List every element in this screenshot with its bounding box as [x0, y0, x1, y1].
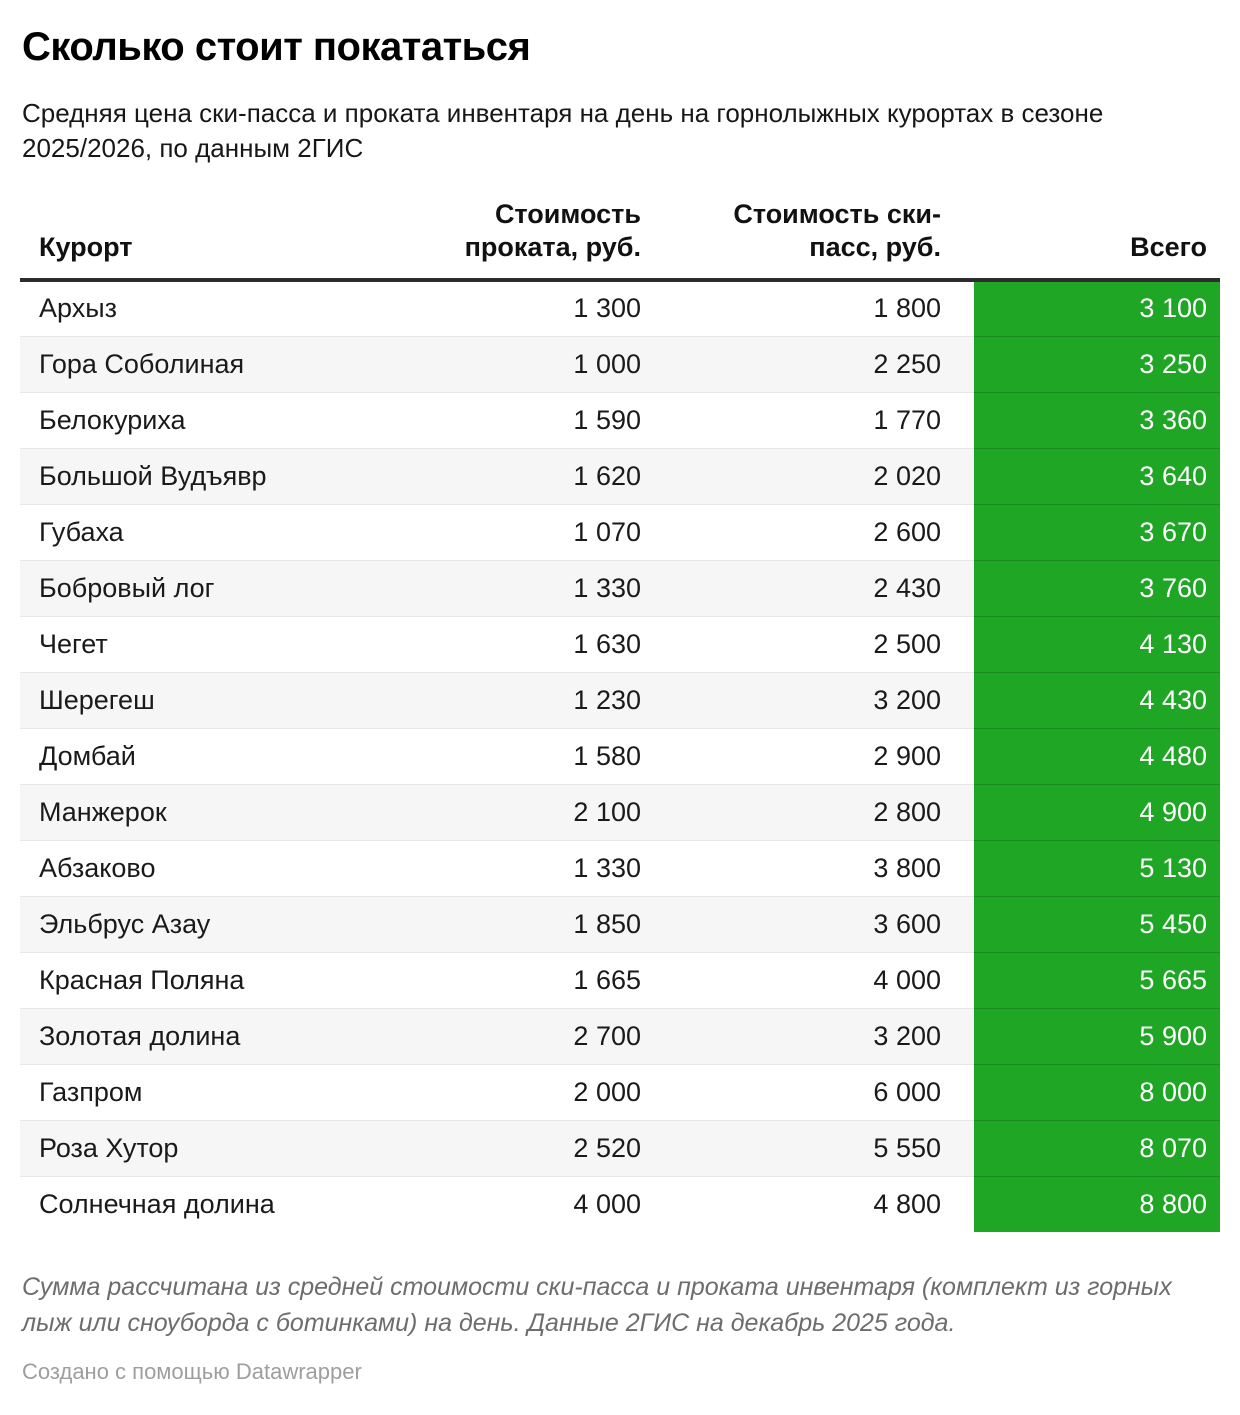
table-row: [20, 280, 1220, 336]
resort-name: Домбай: [20, 728, 425, 784]
table-row: [20, 1064, 1220, 1120]
rental-price: 1 580: [425, 728, 641, 784]
table-row: [20, 1176, 1220, 1232]
resort-name: Большой Вудъявр: [20, 448, 425, 504]
rental-price: 2 700: [425, 1008, 641, 1064]
table-row: [20, 336, 1220, 392]
rental-price: 1 850: [425, 896, 641, 952]
resort-name: Шерегеш: [20, 672, 425, 728]
resort-name: Эльбрус Азау: [20, 896, 425, 952]
rental-price: 2 000: [425, 1064, 641, 1120]
total-price: 3 360: [974, 392, 1220, 448]
skipass-price: 2 600: [641, 504, 974, 560]
total-price: 8 000: [974, 1064, 1220, 1120]
total-price: 4 430: [974, 672, 1220, 728]
table-row: [20, 448, 1220, 504]
skipass-price: 4 800: [641, 1176, 974, 1232]
rental-price: 1 330: [425, 560, 641, 616]
total-price: 3 250: [974, 336, 1220, 392]
footer-notes: Сумма рассчитана из средней стоимости ски-пасса и проката инвентаря (комплект из горных лыж или сноуборда с ботинками) на день. Данные 2ГИС на декабрь 2025 года.: [22, 1273, 1172, 1337]
skipass-price: 1 800: [873, 293, 941, 324]
resort-name: Красная Поляна: [20, 952, 425, 1008]
rental-price: 1 300: [573, 293, 641, 324]
table-row: [20, 784, 1220, 840]
rental-price: 1 070: [425, 504, 641, 560]
table-row: [20, 560, 1220, 616]
table-row: [20, 728, 1220, 784]
total-price: 8 800: [974, 1176, 1220, 1232]
rental-price: 1 000: [425, 336, 641, 392]
skipass-price: 6 000: [641, 1064, 974, 1120]
skipass-price: 2 250: [641, 336, 974, 392]
table-row: [20, 840, 1220, 896]
resort-name: Гора Соболиная: [20, 336, 425, 392]
total-price: 5 130: [974, 840, 1220, 896]
skipass-price: 5 550: [641, 1120, 974, 1176]
resort-name: Манжерок: [20, 784, 425, 840]
total-price: 4 130: [974, 616, 1220, 672]
footer-credit: Создано с помощью Datawrapper: [22, 1359, 362, 1385]
skipass-price: 1 770: [641, 392, 974, 448]
rental-price: 4 000: [425, 1176, 641, 1232]
table-row: [20, 896, 1220, 952]
header-row: [20, 198, 1220, 280]
price-table: [20, 198, 1220, 1232]
skipass-price: 2 800: [641, 784, 974, 840]
resort-name: Чегет: [20, 616, 425, 672]
skipass-price: 2 500: [641, 616, 974, 672]
total-price: 4 900: [974, 784, 1220, 840]
column-header-skipass-line2: пасс, руб.: [809, 232, 941, 263]
table-row: [20, 952, 1220, 1008]
resort-name: Солнечная долина: [20, 1176, 425, 1232]
skipass-price: 4 000: [641, 952, 974, 1008]
total-price: 3 640: [974, 448, 1220, 504]
rental-price: 1 330: [425, 840, 641, 896]
total-price: 3 760: [974, 560, 1220, 616]
total-price: 3 100: [974, 280, 1220, 336]
column-header-rental-line1: Стоимость: [494, 199, 641, 230]
skipass-price: 3 200: [641, 672, 974, 728]
resort-name: Бобровый лог: [20, 560, 425, 616]
table-row: [20, 616, 1220, 672]
table-row: [20, 392, 1220, 448]
resort-name: Архыз: [39, 293, 118, 324]
column-header-rental: [425, 198, 641, 280]
skipass-price: 3 600: [641, 896, 974, 952]
resort-name: Газпром: [20, 1064, 425, 1120]
rental-price: 1 230: [425, 672, 641, 728]
resort-name: Золотая долина: [20, 1008, 425, 1064]
rental-price: 2 520: [425, 1120, 641, 1176]
table-body: [20, 280, 1220, 1232]
rental-price: 1 665: [425, 952, 641, 1008]
resort-name: Роза Хутор: [20, 1120, 425, 1176]
resort-name: Белокуриха: [20, 392, 425, 448]
rental-price: 1 620: [425, 448, 641, 504]
table-row: [20, 1008, 1220, 1064]
table-row: [20, 1120, 1220, 1176]
rental-price: 1 630: [425, 616, 641, 672]
skipass-price: 2 020: [641, 448, 974, 504]
total-price: 5 450: [974, 896, 1220, 952]
skipass-price: 2 430: [641, 560, 974, 616]
column-header-total: Всего: [974, 198, 1220, 280]
rental-price: 2 100: [425, 784, 641, 840]
column-header-skipass-line1: Стоимость ски-: [733, 199, 941, 230]
skipass-price: 3 800: [641, 840, 974, 896]
column-header-resort: Курорт: [20, 198, 425, 280]
table-row: [20, 504, 1220, 560]
total-price: 3 670: [974, 504, 1220, 560]
total-price: 4 480: [974, 728, 1220, 784]
rental-price: 1 590: [425, 392, 641, 448]
total-price: 5 900: [974, 1008, 1220, 1064]
total-price: 5 665: [974, 952, 1220, 1008]
column-header-rental-line2: проката, руб.: [464, 232, 641, 263]
skipass-price: 2 900: [641, 728, 974, 784]
page: [0, 24, 1240, 1415]
resort-name: Абзаково: [20, 840, 425, 896]
skipass-price: 3 200: [641, 1008, 974, 1064]
table-row: [20, 672, 1220, 728]
column-header-skipass: [641, 198, 974, 280]
total-price: 8 070: [974, 1120, 1220, 1176]
page-subtitle: Средняя цена ски-пасса и проката инвентаря на день на горнолыжных курортах в сезоне 2025/2026, по данным 2ГИС: [22, 98, 1104, 164]
page-title: Сколько стоит покататься: [22, 25, 531, 69]
resort-name: Губаха: [20, 504, 425, 560]
